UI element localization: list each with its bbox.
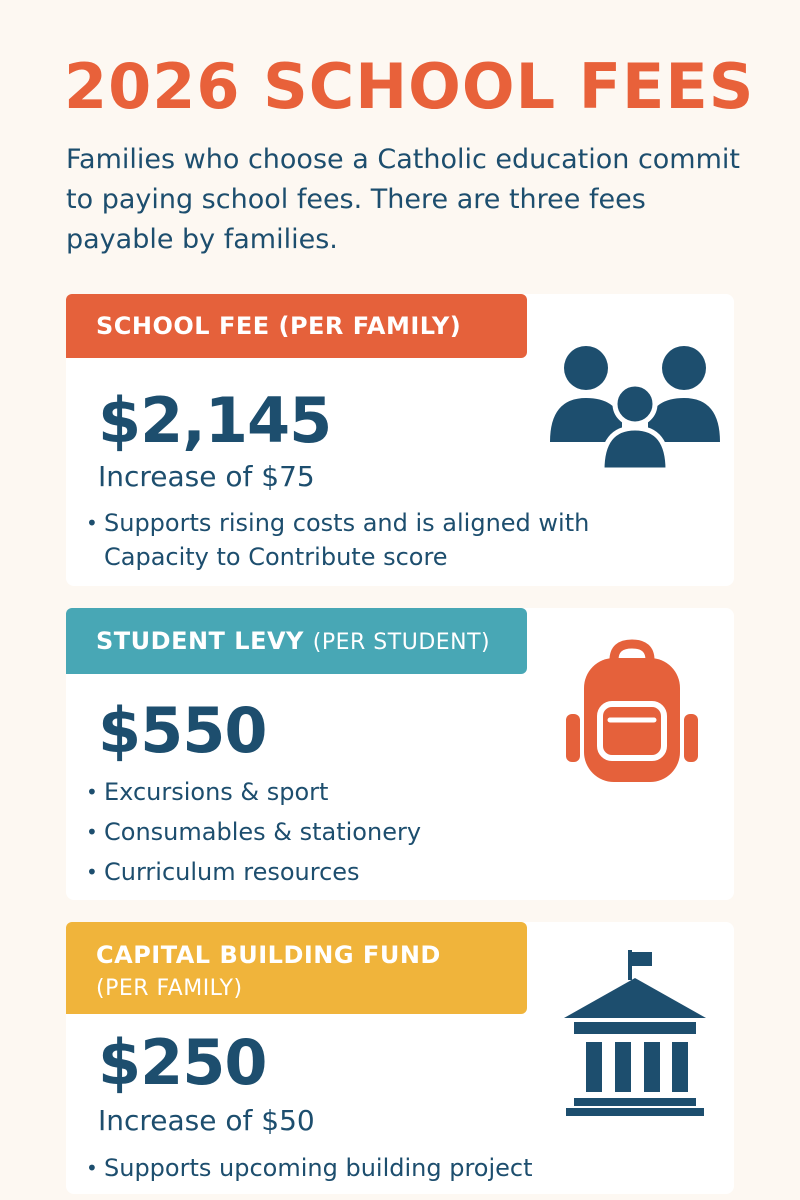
school-fee-amount: $2,145 bbox=[98, 384, 332, 457]
capital-fund-bullets bbox=[82, 1148, 533, 1188]
list-item: • Curriculum resources bbox=[82, 852, 421, 892]
capital-fund-heading-sub: (PER FAMILY) bbox=[96, 976, 243, 1001]
student-levy-card bbox=[66, 608, 734, 900]
intro-text: Families who choose a Catholic education commit to paying school fees. There are three fees payable by families. bbox=[66, 144, 740, 255]
student-levy-amount: $550 bbox=[98, 694, 267, 767]
list-item: • Supports upcoming building project bbox=[82, 1148, 533, 1188]
backpack-icon bbox=[562, 636, 702, 786]
capital-fund-card bbox=[66, 922, 734, 1194]
capital-fund-banner bbox=[66, 922, 527, 1014]
capital-fund-amount: $250 bbox=[98, 1026, 267, 1099]
school-building-icon bbox=[560, 948, 710, 1118]
capital-fund-increase: Increase of $50 bbox=[98, 1104, 315, 1137]
list-item: • Supports rising costs and is aligned with Capacity to Contribute score bbox=[82, 506, 602, 574]
student-levy-heading: STUDENT LEVY bbox=[96, 627, 304, 655]
student-levy-heading-sub: (PER STUDENT) bbox=[312, 630, 491, 655]
school-fee-card bbox=[66, 294, 734, 586]
school-fee-bullets bbox=[82, 506, 602, 574]
school-fee-heading: SCHOOL FEE (PER FAMILY) bbox=[96, 312, 462, 340]
page-title: 2026 SCHOOL FEES bbox=[64, 50, 755, 123]
family-icon bbox=[550, 342, 720, 472]
list-item: • Consumables & stationery bbox=[82, 812, 421, 852]
school-fee-banner bbox=[66, 294, 527, 358]
student-levy-bullets bbox=[82, 772, 421, 892]
capital-fund-heading: CAPITAL BUILDING FUND bbox=[96, 941, 441, 969]
list-item: • Excursions & sport bbox=[82, 772, 421, 812]
student-levy-banner bbox=[66, 608, 527, 674]
school-fee-increase: Increase of $75 bbox=[98, 460, 315, 493]
